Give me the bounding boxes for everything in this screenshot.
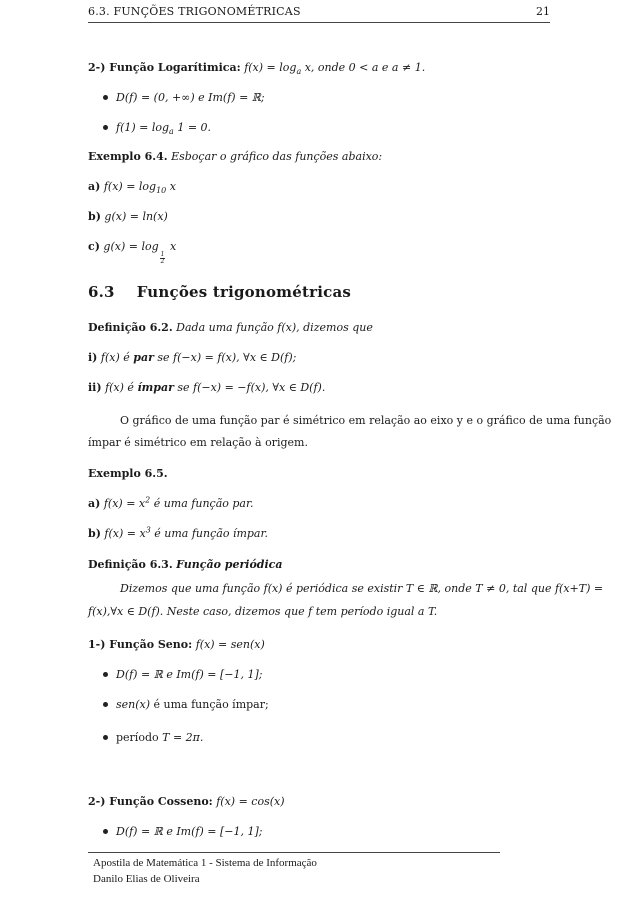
definition-item-ii	[88, 381, 325, 395]
header-rule	[88, 22, 550, 23]
item-label: b)	[88, 527, 101, 540]
item-label: b)	[88, 210, 101, 223]
example-6-4	[88, 150, 382, 164]
bullet-icon	[103, 125, 108, 130]
footer-line-2: Danilo Elias de Oliveira	[93, 873, 200, 885]
footer-line-1: Apostila de Matemática 1 - Sistema de Informação	[93, 857, 317, 869]
definition-item-i	[88, 351, 296, 365]
paragraph-line: ímpar é simétrico em relação à origem.	[88, 436, 308, 449]
bullet-icon	[103, 95, 108, 100]
log-function-line	[88, 61, 425, 75]
example-item-b	[88, 210, 168, 224]
log-function-title: 2-) Função Logarítimica:	[88, 61, 241, 74]
sine-domain-text: D(f) = ℝ e Im(f) = [−1, 1];	[116, 668, 263, 681]
running-header: 6.3. FUNÇÕES TRIGONOMÉTRICAS	[88, 5, 301, 18]
section-number: 6.3	[88, 283, 115, 301]
section-title: Funções trigonométricas	[136, 283, 352, 301]
fraction: $\frac{1}{2}$	[160, 251, 165, 265]
example-6-5	[88, 467, 168, 481]
cosine-domain-text: D(f) = ℝ e Im(f) = [−1, 1];	[116, 825, 263, 838]
cosine-function-line	[88, 795, 285, 809]
example-item-a	[88, 180, 176, 194]
sine-title: 1-) Função Seno:	[88, 638, 193, 651]
page-number: 21	[536, 5, 550, 18]
log-function-def: $f(x) = \log_a x$, onde 0 < a e a ≠ 1.	[244, 61, 426, 77]
definition-label: Definição 6.3.	[88, 558, 173, 571]
definition-6-2	[88, 321, 373, 335]
cosine-def: f(x) = cos(x)	[216, 795, 285, 808]
item-formula: g(x) = log $\frac{1}{2}$ x	[103, 240, 177, 265]
example-item-c	[88, 240, 176, 265]
log-domain-text: D(f) = (0, +∞) e Im(f) = ℝ;	[116, 91, 265, 104]
bullet-icon	[103, 672, 108, 677]
example-label: Exemplo 6.4.	[88, 150, 168, 163]
item-label: ii)	[88, 381, 102, 394]
bullet-icon	[103, 829, 108, 834]
example-label: Exemplo 6.5.	[88, 467, 168, 480]
list-item: período T = 2π.	[103, 731, 203, 745]
item-text: f(x) é ímpar se f(−x) = −f(x), ∀x ∈ D(f).	[105, 381, 326, 394]
definition-text: Dada uma função f(x), dizemos que	[176, 321, 373, 334]
definition-title: Função periódica	[176, 558, 283, 571]
item-label: c)	[88, 240, 100, 253]
bullet-icon	[103, 702, 108, 707]
definition-label: Definição 6.2.	[88, 321, 173, 334]
item-label: a)	[88, 497, 101, 510]
footer-rule	[88, 852, 500, 853]
item-text: f(x) é par se f(−x) = f(x), ∀x ∈ D(f);	[100, 351, 297, 364]
list-item	[103, 668, 262, 682]
sine-function-line	[88, 638, 265, 652]
example-text: Esboçar o gráfico das funções abaixo:	[171, 150, 383, 163]
item-label: a)	[88, 180, 101, 193]
section-heading	[88, 285, 351, 299]
sine-period-text: T = 2π.	[162, 731, 204, 744]
list-item	[103, 825, 262, 839]
cosine-title: 2-) Função Cosseno:	[88, 795, 213, 808]
sine-def: f(x) = sen(x)	[195, 638, 265, 651]
definition-6-3	[88, 558, 282, 572]
sine-parity-text: é uma função ímpar;	[150, 698, 269, 711]
paragraph-line: Dizemos que uma função f(x) é periódica se existir T ∈ ℝ, onde T ≠ 0, tal que f(x+T) =	[120, 582, 604, 595]
list-item	[103, 121, 211, 135]
item-formula: $f(x) = x^3$ é uma função ímpar.	[104, 525, 269, 540]
log-property-text: $f(1) = \log_a 1 = 0$.	[116, 121, 212, 137]
bullet-icon	[103, 735, 108, 740]
item-formula: $f(x) = \log_{10} x$	[103, 180, 176, 196]
item-formula: g(x) = ln(x)	[104, 210, 168, 223]
paragraph-line: O gráfico de uma função par é simétrico em relação ao eixo y e o gráfico de uma função	[120, 414, 612, 427]
item-label: i)	[88, 351, 98, 364]
paragraph-line: f(x),∀x ∈ D(f). Neste caso, dizemos que f tem período igual a T.	[88, 605, 438, 618]
list-item	[103, 91, 265, 105]
item-formula: $f(x) = x^2$ é uma função par.	[103, 495, 254, 510]
example-item-b	[88, 527, 268, 541]
list-item: sen(x) é uma função ímpar;	[103, 698, 269, 712]
example-item-a	[88, 497, 254, 511]
